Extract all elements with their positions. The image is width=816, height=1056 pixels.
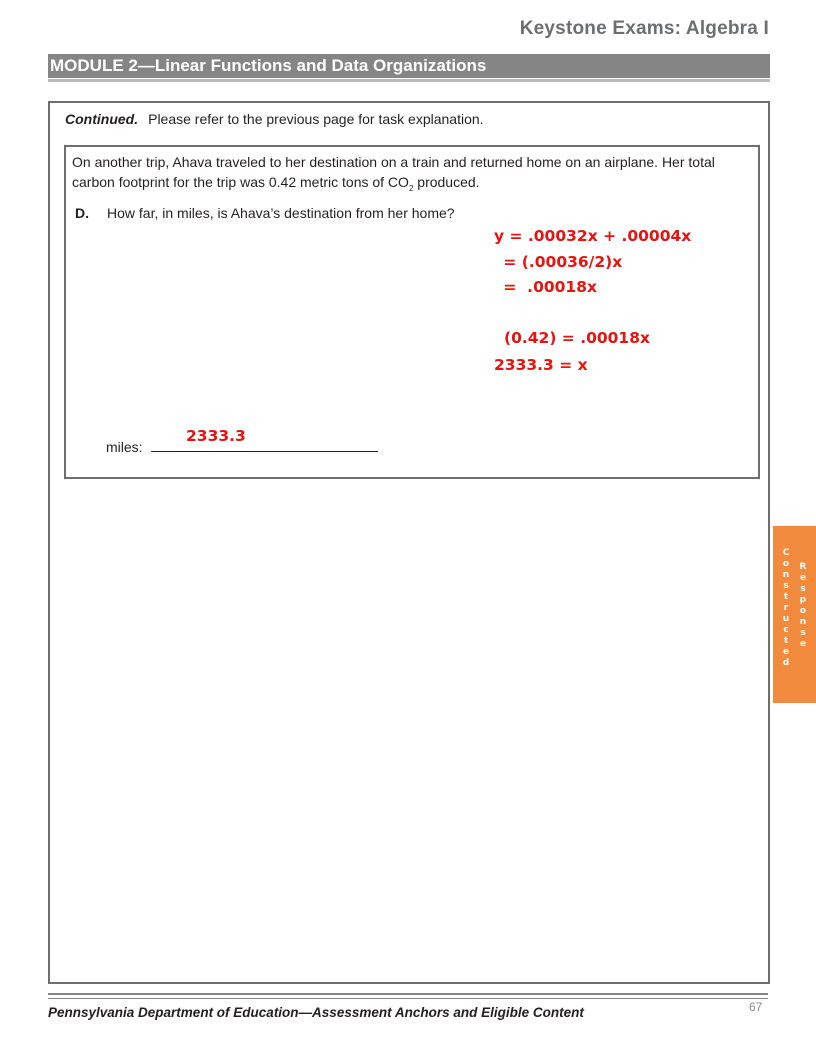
tab-letter: c <box>783 625 789 635</box>
page-number: 67 <box>749 1000 763 1014</box>
work-line-5: 2333.3 = x <box>494 356 588 374</box>
task-prompt <box>72 152 752 199</box>
continued-note <box>65 111 484 127</box>
prompt-subscript: 2 <box>408 183 414 193</box>
handwritten-answer: 2333.3 <box>186 427 246 445</box>
question-text: How far, in miles, is Ahava’s destination from her home? <box>107 205 455 221</box>
prompt-text-end: produced. <box>413 174 480 190</box>
work-line-4: (0.42) = .00018x <box>504 329 651 347</box>
answer-line <box>151 451 378 452</box>
content-frame <box>48 101 770 984</box>
tab-letter: o <box>799 606 807 616</box>
tab-letter: e <box>799 573 807 583</box>
tab-letter: e <box>782 647 790 657</box>
tab-letter: C <box>782 548 790 558</box>
work-line-3: = .00018x <box>498 278 597 296</box>
tab-letter: n <box>799 617 807 627</box>
tab-letter: s <box>800 584 806 594</box>
tab-letter: t <box>783 636 789 646</box>
tab-letter: s <box>800 628 806 638</box>
module-bar <box>48 54 770 78</box>
tab-letter: d <box>782 658 790 668</box>
tab-letter: e <box>799 639 807 649</box>
exam-title: Keystone Exams: Algebra I <box>519 18 769 39</box>
question-letter: D. <box>75 205 89 221</box>
tab-letter: R <box>799 562 807 572</box>
tab-letter: t <box>783 592 789 602</box>
tab-letter: o <box>782 559 790 569</box>
tab-letter: n <box>782 570 790 580</box>
module-title: MODULE 2—Linear Functions and Data Organizations <box>50 56 487 75</box>
tab-letter: s <box>783 581 789 591</box>
footer-rule <box>48 993 768 995</box>
tab-word-response <box>798 562 808 650</box>
continued-label: Continued. <box>65 111 139 127</box>
continued-text: Please refer to the previous page for task explanation. <box>148 111 484 127</box>
tab-letter: p <box>799 595 807 605</box>
footer-rule-thin <box>48 998 768 999</box>
module-bar-shadow <box>48 79 770 82</box>
answer-label: miles: <box>106 439 143 455</box>
work-line-1: y = .00032x + .00004x <box>494 227 692 245</box>
tab-word-constructed <box>781 548 791 669</box>
work-line-2: = (.00036/2)x <box>498 253 623 271</box>
prompt-text: On another trip, Ahava traveled to her destination on a train and returned home on an airplane. Her total carbon footprint for the trip was 0.42 metric tons of CO <box>72 154 715 190</box>
tab-letter: r <box>783 603 789 613</box>
footer-text: Pennsylvania Department of Education—Assessment Anchors and Eligible Content <box>48 1005 584 1020</box>
constructed-response-tab <box>773 526 816 703</box>
task-box <box>64 145 760 479</box>
tab-letter: u <box>782 614 790 624</box>
